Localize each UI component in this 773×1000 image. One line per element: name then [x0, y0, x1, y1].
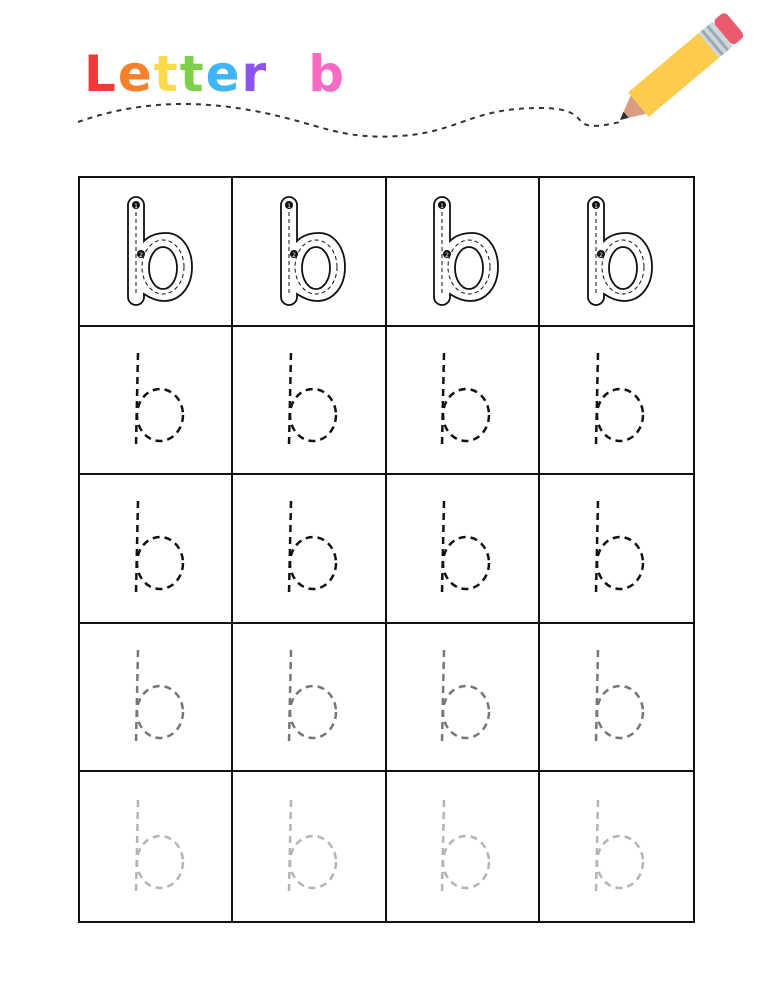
- tracing-cell[interactable]: [540, 327, 693, 476]
- letter-b-dashed-icon: [116, 345, 196, 455]
- letter-b-guide-icon: [576, 191, 656, 311]
- letter-b-dashed-icon: [269, 345, 349, 455]
- svg-text:2: 2: [138, 252, 143, 260]
- svg-text:1: 1: [594, 203, 599, 211]
- letter-b-dashed-icon: [269, 642, 349, 752]
- letter-b-dashed-icon: [576, 493, 656, 603]
- tracing-cell[interactable]: [80, 327, 233, 476]
- guide-letter-cell[interactable]: [80, 178, 233, 327]
- title-letter: L: [84, 45, 118, 103]
- title-letter: b: [308, 45, 346, 103]
- letter-b-dashed-icon: [116, 792, 196, 902]
- letter-b-dashed-icon: [269, 493, 349, 603]
- tracing-cell[interactable]: [387, 772, 540, 921]
- title-letter: e: [117, 45, 154, 103]
- tracing-cell[interactable]: [387, 327, 540, 476]
- svg-text:2: 2: [599, 252, 604, 260]
- tracing-cell[interactable]: [233, 475, 386, 624]
- tracing-cell[interactable]: [540, 624, 693, 773]
- letter-b-guide-icon: [116, 191, 196, 311]
- letter-b-dashed-icon: [422, 792, 502, 902]
- tracing-cell[interactable]: [80, 624, 233, 773]
- tracing-cell[interactable]: [540, 475, 693, 624]
- tracing-grid: [78, 176, 695, 923]
- svg-text:1: 1: [286, 203, 291, 211]
- guide-letter-cell[interactable]: [387, 178, 540, 327]
- letter-b-dashed-icon: [116, 642, 196, 752]
- tracing-cell[interactable]: [80, 475, 233, 624]
- letter-b-dashed-icon: [422, 642, 502, 752]
- svg-text:2: 2: [291, 252, 296, 260]
- guide-letter-cell[interactable]: [233, 178, 386, 327]
- letter-b-dashed-icon: [422, 493, 502, 603]
- tracing-cell[interactable]: [387, 624, 540, 773]
- letter-b-dashed-icon: [116, 493, 196, 603]
- letter-b-dashed-icon: [576, 345, 656, 455]
- tracing-cell[interactable]: [80, 772, 233, 921]
- letter-b-dashed-icon: [269, 792, 349, 902]
- tracing-cell[interactable]: [540, 772, 693, 921]
- letter-b-guide-icon: [269, 191, 349, 311]
- letter-b-dashed-icon: [576, 792, 656, 902]
- title-letter: t: [179, 45, 206, 103]
- guide-letter-cell[interactable]: [540, 178, 693, 327]
- letter-b-guide-icon: [422, 191, 502, 311]
- tracing-cell[interactable]: [233, 772, 386, 921]
- svg-text:1: 1: [133, 203, 138, 211]
- tracing-cell[interactable]: [233, 327, 386, 476]
- letter-b-dashed-icon: [576, 642, 656, 752]
- title-letter: t: [153, 45, 180, 103]
- title-letter: e: [205, 45, 242, 103]
- svg-text:1: 1: [440, 203, 445, 211]
- title-letter: r: [241, 45, 269, 103]
- tracing-cell[interactable]: [387, 475, 540, 624]
- pencil-icon: [610, 0, 750, 130]
- svg-text:2: 2: [445, 252, 450, 260]
- tracing-cell[interactable]: [233, 624, 386, 773]
- letter-b-dashed-icon: [422, 345, 502, 455]
